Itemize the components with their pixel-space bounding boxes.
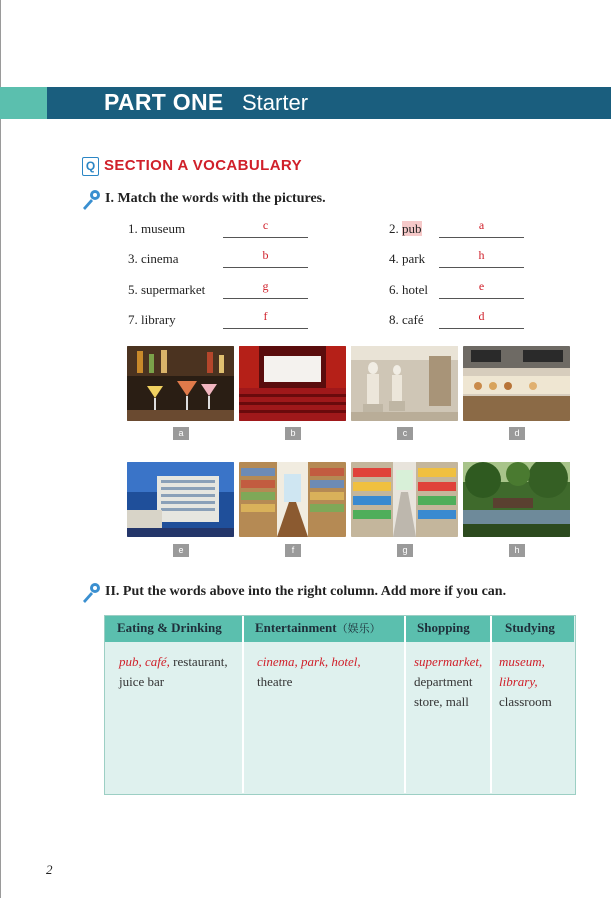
answer-text: library, [499,674,538,689]
column-header-note: （娱乐） [336,623,381,635]
table-cell-shopping [414,652,488,712]
added-text: theatre [257,674,293,689]
match-word [389,221,422,237]
part-banner [0,87,611,119]
column-header-text: Entertainment [255,620,337,635]
column-header-entertainment [255,620,381,636]
answer-blank[interactable] [439,267,524,268]
answer-letter: a [478,218,485,232]
table-cell-studying [499,652,573,712]
museum-photo [351,346,458,421]
picture-label: a [173,427,189,440]
table-cell-eating [119,652,237,692]
added-text: department store, mall [414,674,473,709]
match-word: 4. park [389,251,426,266]
part-subtitle: Starter [242,90,309,115]
match-word: 8. café [389,312,424,327]
match-word: 1. museum [128,221,186,236]
answer-blank[interactable] [439,328,524,329]
answer-letter: c [262,218,269,232]
pencil-icon [80,189,102,211]
match-number: 2. [389,221,402,236]
picture-label: f [285,544,301,557]
page-number: 2 [46,862,53,877]
answer-letter: f [263,309,268,323]
picture-label: c [397,427,413,440]
answer-blank[interactable] [223,237,308,238]
added-text: classroom [499,694,552,709]
table-cell-entertainment [257,652,397,692]
answer-blank[interactable] [439,298,524,299]
column-header-studying: Studying [505,620,555,635]
column-divider [404,616,406,793]
answer-letter: h [478,248,485,262]
column-header-shopping: Shopping [417,620,470,635]
answer-blank[interactable] [223,328,308,329]
cinema-photo [239,346,346,421]
answer-letter: e [478,279,485,293]
column-divider [490,616,492,793]
q-badge-icon: Q [82,157,99,176]
match-word: 5. supermarket [128,282,206,297]
match-word: 6. hotel [389,282,428,297]
part-title: PART ONE [104,89,224,115]
park-photo [463,462,570,537]
exercise-2-instruction: II. Put the words above into the right column. Add more if you can. [105,584,507,599]
cafe-photo [463,346,570,421]
category-table [104,615,576,795]
answer-letter: d [478,309,485,323]
answer-letter: g [262,279,269,293]
picture-label: g [397,544,413,557]
hotel-photo [127,462,234,537]
page-edge [0,0,1,898]
answer-text: museum, [499,654,545,669]
banner-accent [0,87,47,119]
picture-label: d [509,427,525,440]
match-word: 3. cinema [128,251,179,266]
section-title: SECTION A VOCABULARY [104,157,303,174]
exercise-1-instruction: I. Match the words with the pictures. [105,191,326,206]
column-divider [242,616,244,793]
pencil-icon [80,582,102,604]
column-header-eating: Eating & Drinking [117,620,222,635]
match-word: 7. library [128,312,176,327]
pub-photo [127,346,234,421]
highlighted-word: pub [402,221,422,236]
picture-label: e [173,544,189,557]
answer-blank[interactable] [439,237,524,238]
library-photo [239,462,346,537]
answer-text: supermarket, [414,654,483,669]
supermarket-photo [351,462,458,537]
answer-text: cinema, park, hotel, [257,654,361,669]
picture-label: b [285,427,301,440]
answer-blank[interactable] [223,298,308,299]
picture-label: h [509,544,525,557]
answer-blank[interactable] [223,267,308,268]
answer-letter: b [262,248,269,262]
added-text: restaurant, juice bar [119,654,228,689]
answer-text: pub, café, [119,654,170,669]
